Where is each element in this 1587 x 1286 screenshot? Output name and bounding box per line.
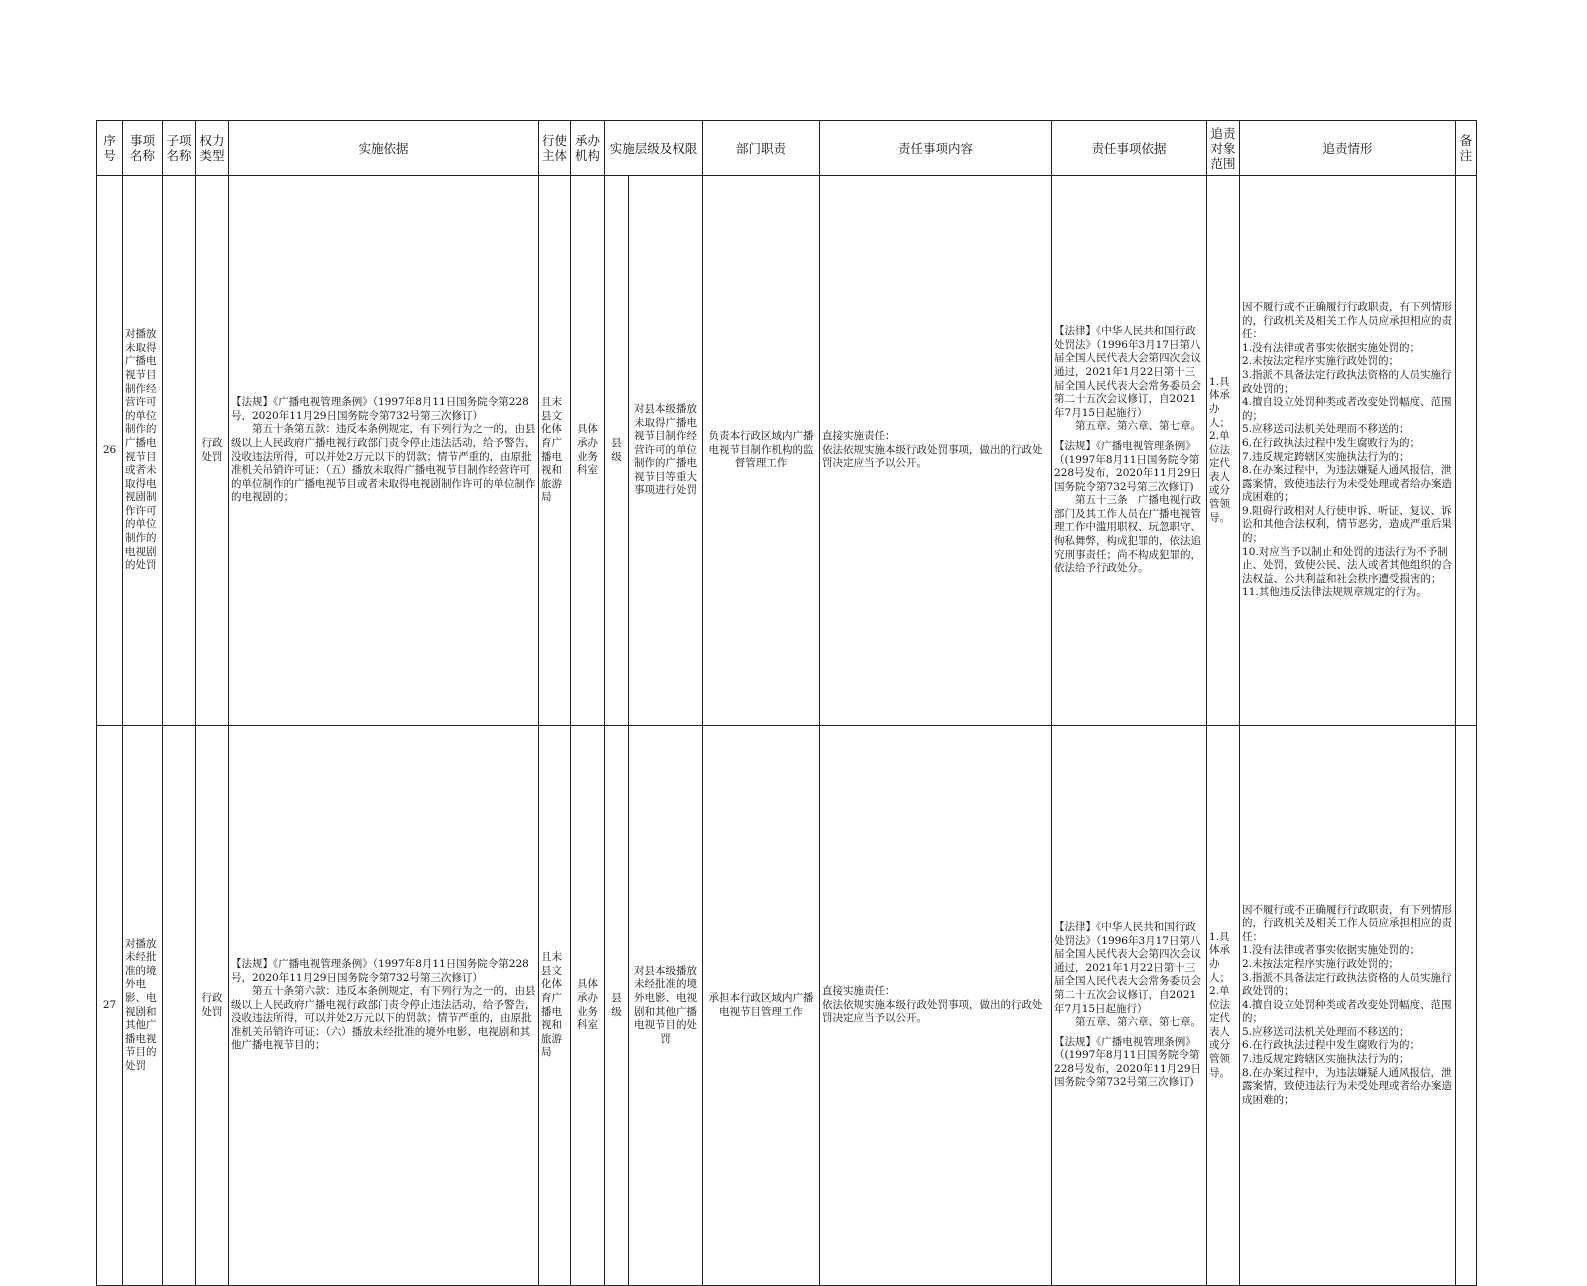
row-basis: 【法规】《广播电视管理条例》（1997年8月11日国务院令第228号，2020年11月29日国务院令第732号第三次修订） 第五十条第六款：违反本条例规定，有下列行为之一的，由县级以上人民政府广播电视行政部门责令停止违法活动，给予警告，没收违法所得，可以并处2万元以下的罚款；情节严重的，由原批准机关吊销许可证：（六）播放未经批准的境外电影、电视剧和其他广播电视节目的； — [229, 726, 539, 1286]
resp-basis-regulation: 【法规】《广播电视管理条例》（(1997年8月11日国务院令第228号发布，2020年11月29日国务院令第732号第三次修订) 第五十三条 广播电视行政部门及其工作人员在广播电视管理工作中滥用职权、玩忽职守、徇私舞弊，构成犯罪的，依法追究刑事责任；尚不构成犯罪的，依法给予行政处分。 — [1054, 439, 1202, 575]
header-basis: 实施依据 — [229, 121, 539, 176]
header-accountability-scope: 追责对象范围 — [1207, 121, 1240, 176]
header-handler: 承办机构 — [571, 121, 605, 176]
header-resp-basis: 责任事项依据 — [1052, 121, 1207, 176]
row-handler: 具体承办业务科室 — [571, 726, 605, 1286]
row-authority: 对县本级播放未取得广播电视节目制作经营许可的单位制作的广播电视节目等重大事项进行处罚 — [629, 176, 703, 726]
row-power-type: 行政处罚 — [196, 176, 229, 726]
row-executor: 且末县文化体育广播电视和旅游局 — [539, 726, 571, 1286]
header-sub-item-name: 子项名称 — [163, 121, 196, 176]
row-handler: 具体承办业务科室 — [571, 176, 605, 726]
row-accountability-scope: 1.具体承办人； 2.单位法定代表人或分管领导。 — [1207, 726, 1240, 1286]
header-executor: 行使主体 — [539, 121, 571, 176]
responsibility-list-table — [96, 120, 1477, 1286]
row-executor: 且末县文化体育广播电视和旅游局 — [539, 176, 571, 726]
row-sub-item-name — [163, 176, 196, 726]
resp-basis-law: 【法律】《中华人民共和国行政处罚法》（1996年3月17日第八届全国人民代表大会第四次会议通过，2021年1月22日第十三届全国人民代表大会常务委员会第二十五次会议修订，自2021年7月15日起施行） 第五章、第六章、第七章。 — [1054, 325, 1202, 433]
row-authority: 对县本级播放未经批准的境外电影、电视剧和其他广播电视节目的处罚 — [629, 726, 703, 1286]
row-duty: 负责本行政区域内广播电视节目制作机构的监督管理工作 — [703, 176, 820, 726]
header-seq: 序号 — [97, 121, 123, 176]
header-duty: 部门职责 — [703, 121, 820, 176]
header-resp-content: 责任事项内容 — [820, 121, 1052, 176]
row-item-name: 对播放未经批准的境外电影、电视剧和其他广播电视节目的处罚 — [123, 726, 163, 1286]
row-basis: 【法规】《广播电视管理条例》（1997年8月11日国务院令第228号，2020年11月29日国务院令第732号第三次修订） 第五十条第五款：违反本条例规定，有下列行为之一的，由县级以上人民政府广播电视行政部门责令停止违法活动，给予警告，没收违法所得，可以并处2万元以下的罚款；情节严重的，由原批准机关吊销许可证：（五）播放未取得广播电视节目制作经营许可的单位制作的广播电视节目或者未取得电视剧制作许可的单位制作的电视剧的； — [229, 176, 539, 726]
document-page — [96, 120, 1476, 1106]
row-seq: 26 — [97, 176, 123, 726]
row-resp-content: 直接实施责任： 依法依规实施本级行政处罚事项，做出的行政处罚决定应当予以公开。 — [820, 726, 1052, 1286]
row-item-name: 对播放未取得广播电视节目制作经营许可的单位制作的广播电视节目或者未取得电视剧制作许可的单位制作的电视剧的处罚 — [123, 176, 163, 726]
row-duty: 承担本行政区域内广播电视节目管理工作 — [703, 726, 820, 1286]
row-power-type: 行政处罚 — [196, 726, 229, 1286]
resp-basis-law: 【法律】《中华人民共和国行政处罚法》（1996年3月17日第八届全国人民代表大会第四次会议通过，2021年1月22日第十三届全国人民代表大会常务委员会第二十五次会议修订，自2021年7月15日起施行） 第五章、第六章、第七章。 — [1054, 920, 1202, 1029]
row-resp-basis — [1052, 176, 1207, 726]
header-power-type: 权力类型 — [196, 121, 229, 176]
row-resp-basis — [1052, 726, 1207, 1286]
row-remarks — [1456, 176, 1477, 726]
row-seq: 27 — [97, 726, 123, 1286]
row-level: 县级 — [605, 726, 629, 1286]
resp-basis-regulation: 【法规】《广播电视管理条例》（(1997年8月11日国务院令第228号发布，2020年11月29日国务院令第732号第三次修订) — [1054, 1035, 1201, 1089]
row-accountability-scope: 1.具体承办人； 2.单位法定代表人或分管领导。 — [1207, 176, 1240, 726]
row-accountability-cases: 因不履行或不正确履行行政职责，有下列情形的，行政机关及相关工作人员应承担相应的责任： 1.没有法律或者事实依据实施处罚的； 2.未按法定程序实施行政处罚的； 3.指派不具备法定行政执法资格的人员实施行政处罚的； 4.擅自设立处罚种类或者改变处罚幅度、范围的； 5.应移送司法机关处理而不移送的； 6.在行政执法过程中发生腐败行为的； 7.违反规定跨辖区实施执法行为的； 8.在办案过程中，为违法嫌疑人通风报信，泄露案情，致使违法行为未受处理或者给办案造成困难的； — [1240, 726, 1456, 1286]
table-row — [97, 176, 1477, 726]
header-level: 实施层级及权限 — [605, 121, 703, 176]
row-remarks — [1456, 726, 1477, 1286]
row-sub-item-name — [163, 726, 196, 1286]
header-accountability-cases: 追责情形 — [1240, 121, 1456, 176]
table-row — [97, 726, 1477, 1286]
header-row — [97, 121, 1477, 176]
row-level: 县级 — [605, 176, 629, 726]
header-remarks: 备注 — [1456, 121, 1477, 176]
row-resp-content: 直接实施责任： 依法依规实施本级行政处罚事项，做出的行政处罚决定应当予以公开。 — [820, 176, 1052, 726]
row-accountability-cases: 因不履行或不正确履行行政职责，有下列情形的，行政机关及相关工作人员应承担相应的责任： 1.没有法律或者事实依据实施处罚的； 2.未按法定程序实施行政处罚的； 3.指派不具备法定行政执法资格的人员实施行政处罚的； 4.擅自设立处罚种类或者改变处罚幅度、范围的； 5.应移送司法机关处理而不移送的； 6.在行政执法过程中发生腐败行为的； 7.违反规定跨辖区实施执法行为的； 8.在办案过程中，为违法嫌疑人通风报信，泄露案情，致使违法行为未受处理或者给办案造成困难的； 9.阻碍行政相对人行使申诉、听证、复议、诉讼和其他合法权利，情节恶劣，造成严重后果的； 10.对应当予以制止和处罚的违法行为不予制止、处罚，致使公民、法人或者其他组织的合法权益、公共利益和社会秩序遭受损害的； 11.其他违反法律法规规章规定的行为。 — [1240, 176, 1456, 726]
header-item-name: 事项名称 — [123, 121, 163, 176]
